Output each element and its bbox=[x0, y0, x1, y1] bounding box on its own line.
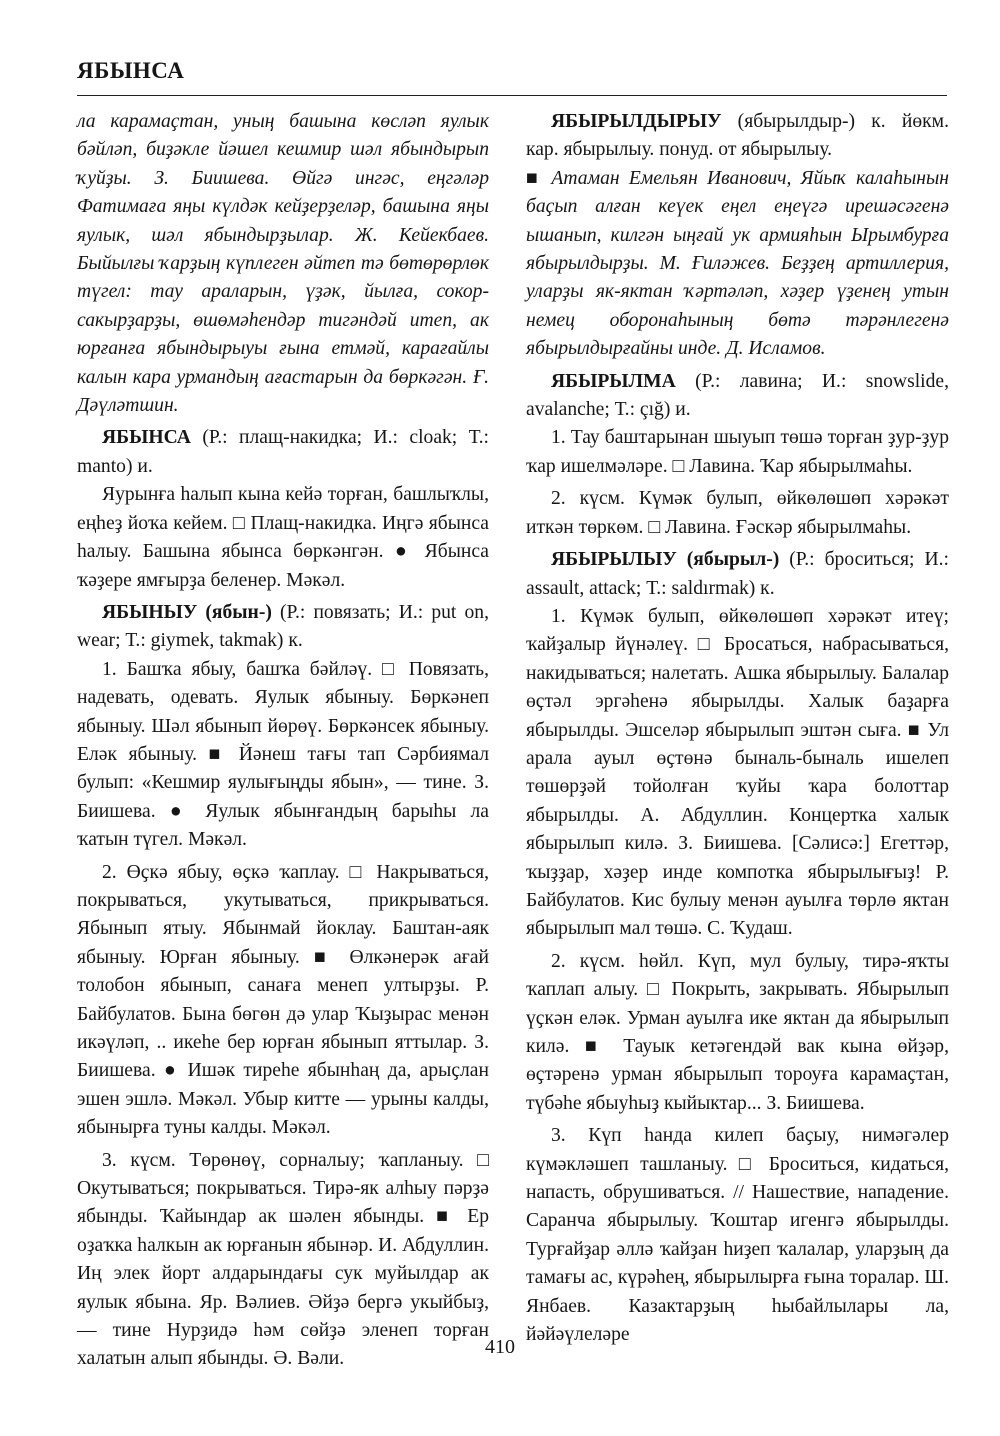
entry-definition: Яурынға һалып кына кейә торған, башлыҡлы, еңһеҙ йоҡа кейем. □ Плащ-накидка. Иңгә ябынса һалыу. Башына ябынса бөркәнгән. ● Ябынса ҡәҙере ямғырҙа беленер. Мәкәл. bbox=[77, 484, 489, 591]
headword: ЯБЫНЫУ (ябын-) bbox=[102, 601, 272, 623]
right-column bbox=[526, 108, 949, 1349]
entry-gloss: (ябырылдыр-) к. йөкм. кар. ябырылыу. понуд. от ябырылыу. bbox=[526, 111, 949, 161]
running-head: ЯБЫНСА bbox=[77, 58, 185, 83]
entry-gloss: (Р.: броситься; И.: assault, attack; Т.: saldırmak) к. bbox=[526, 549, 949, 599]
entry-sense: 2. күсм. һөйл. Күп, мул булыу, тирә-яҡты ҡаплап алыу. □ Покрыть, закрывать. Ябырылып үҫкән еләк. Урман ауылға ике яктан да ябырылып килә. ■ Тауык кетәгендәй вак кына өйҙәр, өҫтәренә урман ябырылып тороуға карамаҫтан, түбәһе ябыуһыҙ кыйыктар... З. Биишева. bbox=[526, 950, 949, 1114]
entry-gloss: (Р.: лавина; И.: snowslide, avalanche; Т.: çığ) и. bbox=[526, 370, 949, 421]
headword: ЯБЫРЫЛМА bbox=[551, 370, 676, 392]
headword: ЯБЫРЫЛДЫРЫУ bbox=[551, 111, 722, 132]
entry-yabyrylyu-head bbox=[526, 546, 949, 603]
headword: ЯБЫРЫЛЫУ (ябырыл-) bbox=[551, 549, 780, 571]
entry-yabyrylma-head bbox=[526, 368, 949, 425]
entry-yabynyu-head bbox=[77, 599, 489, 656]
entry-gloss: (Р.: повязать; И.: put on, wear; Т.: giymek, takmak) к. bbox=[77, 601, 489, 652]
entry-gloss: (Р.: плащ-накидка; И.: cloak; Т.: manto) и. bbox=[77, 427, 489, 477]
entry-sense: 3. күсм. Төрөнөү, сорналыу; ҡапланыу. □ Окутываться; покрываться. Тирә-як алһыу пәрҙә ябынды. Ҡайындар ак шәлен ябынды. ■ Ер оҙаҡка һалкын ак юрғанын ябынәр. И. Абдуллин. Иң элек йорт алдарындағы сук муйылдар ак яулык ябына. Яр. Вәлиев. Әйҙә бергә укыйбыҙ, — тине Нурҙидә һәм сөйҙә эленеп торған халатын алып ябынды. Ә. Вәли. bbox=[77, 1149, 489, 1370]
entry-sense: 1. Күмәк булып, өйкөлөшөп хәрәкәт итеү; ҡайҙалыр йүнәлеү. □ Бросаться, набрасываться, накидываться; налетать. Ашка ябырылыу. Балалар өҫтәл эргәһенә ябырылды. Халык баҙарға ябырылды. Эшселәр ябырылып эштән сыға. ■ Ул арала ауыл өҫтөнә быналь-быналь ишелеп төшөрҙәй тойолған ҡуйы ҡара болоттар ябырылды. А. Абдуллин. Концертка халык ябырылып килә. З. Биишева. [Сәлисә:] Егеттәр, ҡыҙҙар, хәҙер инде компотка ябырылығыҙ! Р. Байбулатов. Кис булыу менән ауылға төрлө яктан ябырылып мал төшә. С. Ҡудаш. bbox=[526, 605, 949, 940]
entry-sense: 2. күсм. Күмәк булып, өйкөлөшөп хәрәкәт иткән төркөм. □ Лавина. Ғәскәр ябырылмаһы. bbox=[526, 488, 949, 538]
entry-sense: 1. Тау баштарынан шыуып төшә торған ҙур-ҙур ҡар ишелмәләре. □ Лавина. Ҡар ябырылмаһы. bbox=[526, 427, 949, 477]
headword: ЯБЫНСА bbox=[102, 427, 191, 449]
entry-example: ■ Атаман Емельян Иванович, Яйыҡ калаһынын баҫып алған кеүек еңел еңеүгә ирешәсәгенә ышанып, килгән ыңғай ук армияһын Ырымбурға ябырылдырҙы. М. Ғиләжев. Беҙҙең артиллерия, уларҙы як-яктан ҡәртәләп, хәҙер үҙенең утын немец оборонаһының бөтә тәрәнлегенә ябырылдырғайны инде. Д. Исламов. bbox=[526, 167, 949, 360]
page-number: 410 bbox=[485, 1336, 515, 1358]
entry-yabyryldyryu-head bbox=[526, 108, 949, 165]
left-column bbox=[77, 108, 489, 1374]
entry-sense: 2. Өҫкә ябыу, өҫкә ҡаплау. □ Накрываться, покрываться, укутываться, прикрываться. Ябынып ятыу. Ябынмай йоклау. Баштан-аяк ябыныу. Юрған ябыныу. ■ Өлкәнерәк ағай толобон ябынып, санаға менеп ултырҙы. Р. Байбулатов. Бына бөгөн дә улар Ҡыҙырас менән икәүләп, .. икеһе бер юрған ябынып яттылар. З. Биишева. ● Ишәк тиреһе ябынһаң да, арыҫлан эшен эшлә. Мәкәл. Убыр китте — урыны калды, ябынырға туны калды. Мәкәл. bbox=[77, 861, 489, 1139]
entry-sense: 3. Күп һанда килеп баҫыу, нимәгәлер күмәкләшеп ташланыу. □ Броситься, кидаться, напасть, обрушиваться. // Нашествие, нападение. Саранча ябырылыу. Ҡоштар игенгә ябырылды. Турғайҙар әллә ҡайҙан һиҙеп ҡалалар, уларҙың да тамағы ас, күрәһең, ябырылырға ғына торалар. Ш. Янбаев. Казактарҙың һыбайлылары ла, йәйәүлеләре bbox=[526, 1125, 949, 1346]
entry-sense: 1. Башҡа ябыу, башҡа бәйләү. □ Повязать, надевать, одевать. Яулык ябыныу. Бөркәнеп ябыныу. Шәл ябынып йөрөү. Бөркәнсек ябыныу. Еләк ябыныу. ■ Йәнеш тағы тап Сәрбиямал булып: «Кешмир яулығыңды ябын», — тине. З. Биишева. ● Яулык ябынғандың барыһы ла ҡатын түгел. Мәкәл. bbox=[77, 658, 489, 851]
entry-continuation: ла карамаҫтан, уның башына көсләп яулык бәйләп, биҙәкле йәшел кешмир шәл ябындырып ҡуйҙы. З. Биишева. Өйгә ингәс, еңгәләр Фатимаға яңы күлдәк кейҙерҙеләр, башына яңы яулык, шәл ябындырҙылар. Ж. Кейекбаев. Быйылғы ҡарҙың күплеген әйтеп тә бөтөрөрлөк түгел: тау араларын, үҙәк, йылға, сокор-сакырҙарҙы, өшөмәһендәр тигәндәй итеп, ак юрғанға ябындырыуы ғына етмәй, карағайлы калын кара урмандың ағастарын да бөркәгән. Ғ. Дәүләтшин. bbox=[77, 111, 489, 417]
header-rule bbox=[77, 95, 947, 96]
entry-yabynsa-head bbox=[77, 424, 489, 481]
